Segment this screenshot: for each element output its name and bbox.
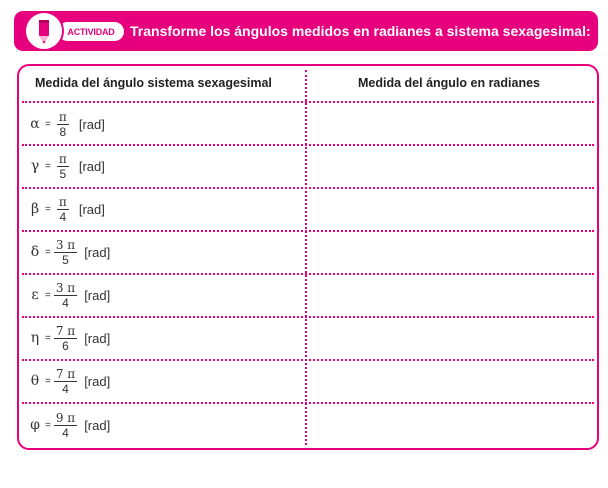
column-divider: [305, 70, 307, 445]
fraction-numerator: 3 π: [55, 237, 76, 252]
equals-sign: =: [45, 289, 51, 301]
equals-sign: =: [45, 375, 51, 387]
fraction-denominator: 4: [62, 381, 69, 396]
fraction-numerator: 7 π: [55, 366, 76, 381]
equals-sign: =: [45, 203, 51, 215]
table-row: [28, 146, 298, 186]
angle-symbol: θ: [30, 373, 40, 389]
fraction-numerator: π: [58, 151, 67, 166]
fraction-numerator: π: [58, 109, 67, 124]
fraction-denominator: 4: [62, 425, 69, 440]
table-row: [28, 189, 298, 229]
unit-label: [rad]: [78, 116, 105, 132]
column-header-sexagesimal: Medida del ángulo sistema sexagesimal: [35, 76, 272, 90]
fraction-denominator: 5: [59, 166, 67, 181]
activity-title: Transforme los ángulos medidos en radianes a sistema sexagesimal:: [130, 23, 591, 39]
fraction-denominator: 4: [59, 209, 67, 224]
pencil-icon: [24, 11, 64, 51]
unit-label: [rad]: [84, 244, 111, 260]
row-divider: [22, 402, 594, 404]
unit-label: [rad]: [84, 373, 111, 389]
equals-sign: =: [45, 160, 51, 172]
fraction-numerator: 9 π: [55, 410, 76, 425]
fraction-numerator: 3 π: [55, 280, 76, 295]
angle-symbol: β: [30, 201, 40, 217]
row-divider: [22, 101, 594, 103]
fraction: [54, 152, 72, 181]
equals-sign: =: [45, 332, 51, 344]
fraction: [54, 411, 77, 440]
unit-label: [rad]: [84, 417, 111, 433]
angle-symbol: δ: [30, 244, 40, 260]
fraction: [54, 195, 72, 224]
equals-sign: =: [45, 118, 51, 130]
unit-label: [rad]: [84, 330, 111, 346]
table-row: [28, 232, 298, 272]
fraction-denominator: 6: [62, 338, 69, 353]
table-row: [28, 318, 298, 358]
angle-symbol: γ: [30, 158, 40, 174]
angle-symbol: α: [30, 116, 40, 132]
table-row: [28, 361, 298, 401]
fraction-denominator: 4: [62, 295, 69, 310]
fraction: [54, 110, 72, 139]
angle-symbol: ε: [31, 287, 39, 303]
table-row: [28, 405, 298, 445]
unit-label: [rad]: [78, 201, 105, 217]
fraction-numerator: 7 π: [55, 323, 76, 338]
fraction-denominator: 8: [59, 124, 67, 139]
unit-label: [rad]: [84, 287, 111, 303]
angle-symbol: φ: [30, 417, 40, 433]
column-header-radians: Medida del ángulo en radianes: [358, 76, 540, 90]
equals-sign: =: [45, 419, 51, 431]
activity-badge: ACTIVIDAD: [58, 22, 124, 41]
fraction: [54, 324, 77, 353]
fraction-numerator: π: [58, 194, 67, 209]
fraction: [54, 238, 77, 267]
table-row: [28, 275, 298, 315]
fraction: [54, 281, 77, 310]
angle-symbol: η: [30, 330, 40, 346]
fraction: [54, 367, 77, 396]
table-row: [28, 104, 298, 144]
equals-sign: =: [45, 246, 51, 258]
fraction-denominator: 5: [62, 252, 69, 267]
unit-label: [rad]: [78, 158, 105, 174]
